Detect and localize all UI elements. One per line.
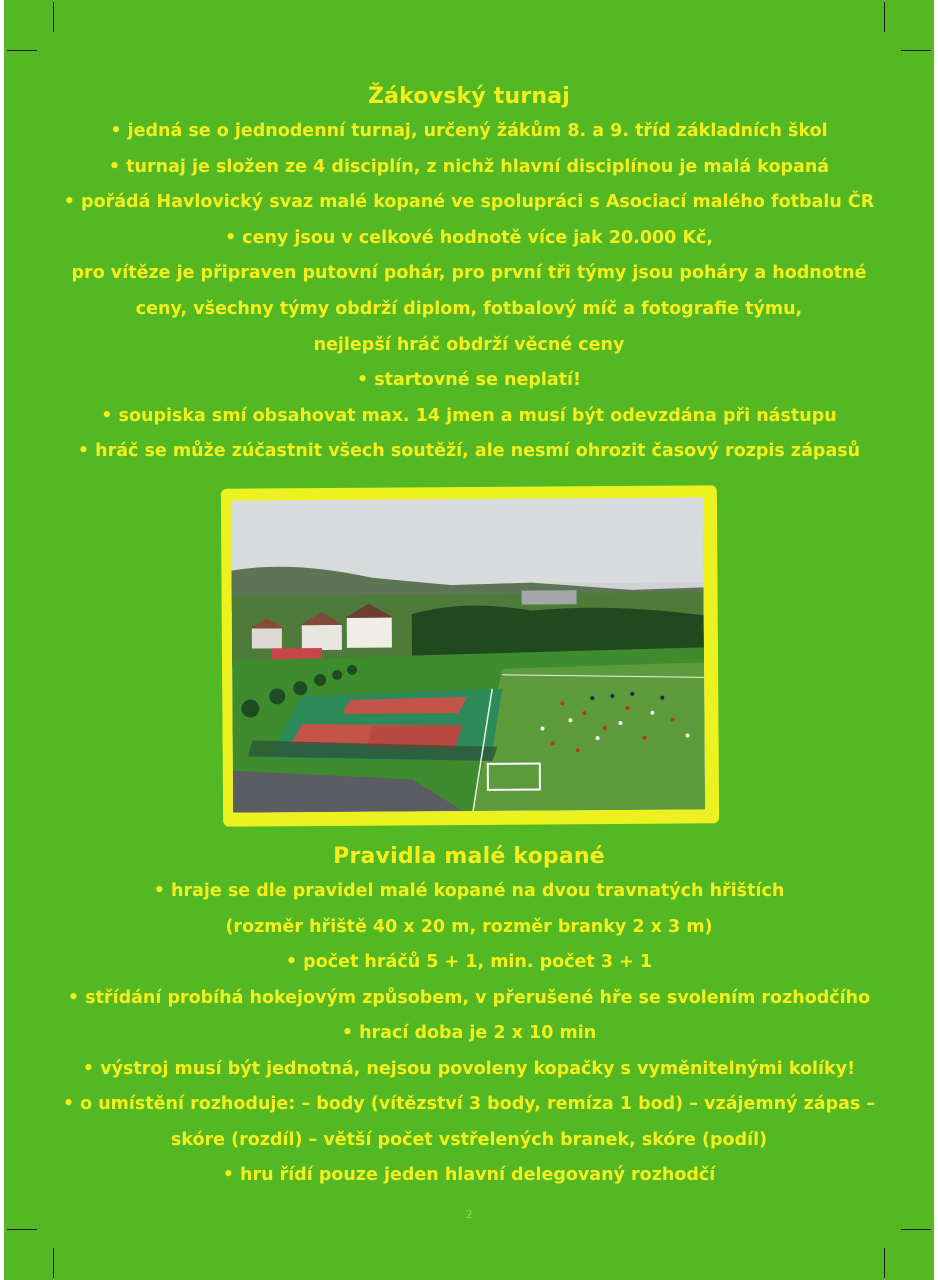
rules-line: • výstroj musí být jednotná, nejsou povoleny kopačky s vyměnitelnými kolíky! (82, 1058, 856, 1079)
intro-title: Žákovský turnaj (367, 84, 571, 109)
sports-ground-illustration (231, 497, 705, 812)
intro-line: • turnaj je složen ze 4 disciplín, z nichž hlavní disciplínou je malá kopaná (108, 156, 830, 177)
crop-mark-top-left-h (7, 50, 37, 51)
crop-mark-top-left (53, 2, 54, 32)
rules-line: • hraje se dle pravidel malé kopané na dvou travnatých hřištích (153, 881, 785, 901)
crop-mark-bottom-left-h (7, 1229, 37, 1230)
intro-line: • pořádá Havlovický svaz malé kopané ve spolupráci s Asociací malého fotbalu ČR (63, 192, 875, 213)
intro-line: • startovné se neplatí! (356, 370, 582, 391)
rules-line: • o umístění rozhoduje: – body (vítězství 3 body, remíza 1 bod) – vzájemný zápas – (62, 1094, 876, 1114)
intro-line: nejlepší hráč obdrží věcné ceny (313, 334, 625, 355)
sports-ground-photo (231, 497, 705, 812)
intro-line: • ceny jsou v celkové hodnotě více jak 20.000 Kč, (224, 227, 714, 248)
intro-line: • hráč se může zúčastnit všech soutěží, ale nesmí ohrozit časový rozpis zápasů (77, 441, 861, 462)
rules-line: • střídání probíhá hokejovým způsobem, v přerušené hře se svolením rozhodčího (67, 987, 871, 1008)
intro-line: pro vítěze je připraven putovní pohár, pro první tři týmy jsou poháry a hodnotné (71, 263, 867, 284)
crop-mark-top-right (884, 2, 885, 32)
page-number: 2 (465, 1208, 473, 1221)
rules-line: (rozměr hřiště 40 x 20 m, rozměr branky 2 x 3 m) (225, 916, 713, 937)
intro-line: • soupiska smí obsahovat max. 14 jmen a musí být odevzdána při nástupu (101, 405, 837, 426)
rules-line: • hru řídí pouze jeden hlavní delegovaný rozhodčí (222, 1165, 716, 1185)
rules-section (0, 840, 938, 1194)
crop-mark-top-right-h (901, 50, 931, 51)
rules-line: skóre (rozdíl) – větší počet vstřelených branek, skóre (podíl) (170, 1129, 768, 1150)
rules-line: • počet hráčů 5 + 1, min. počet 3 + 1 (285, 952, 653, 972)
intro-section (0, 80, 938, 470)
rules-title: Pravidla malé kopané (333, 844, 605, 869)
crop-mark-bottom-right-h (901, 1229, 931, 1230)
crop-mark-bottom-left (53, 1248, 54, 1278)
crop-mark-bottom-right (884, 1248, 885, 1278)
rules-line: • hrací doba je 2 x 10 min (341, 1023, 597, 1043)
intro-line: ceny, všechny týmy obdrží diplom, fotbalový míč a fotografie týmu, (135, 298, 803, 319)
intro-line: • jedná se o jednodenní turnaj, určený žákům 8. a 9. tříd základních škol (110, 121, 828, 141)
photo-frame (221, 485, 719, 826)
